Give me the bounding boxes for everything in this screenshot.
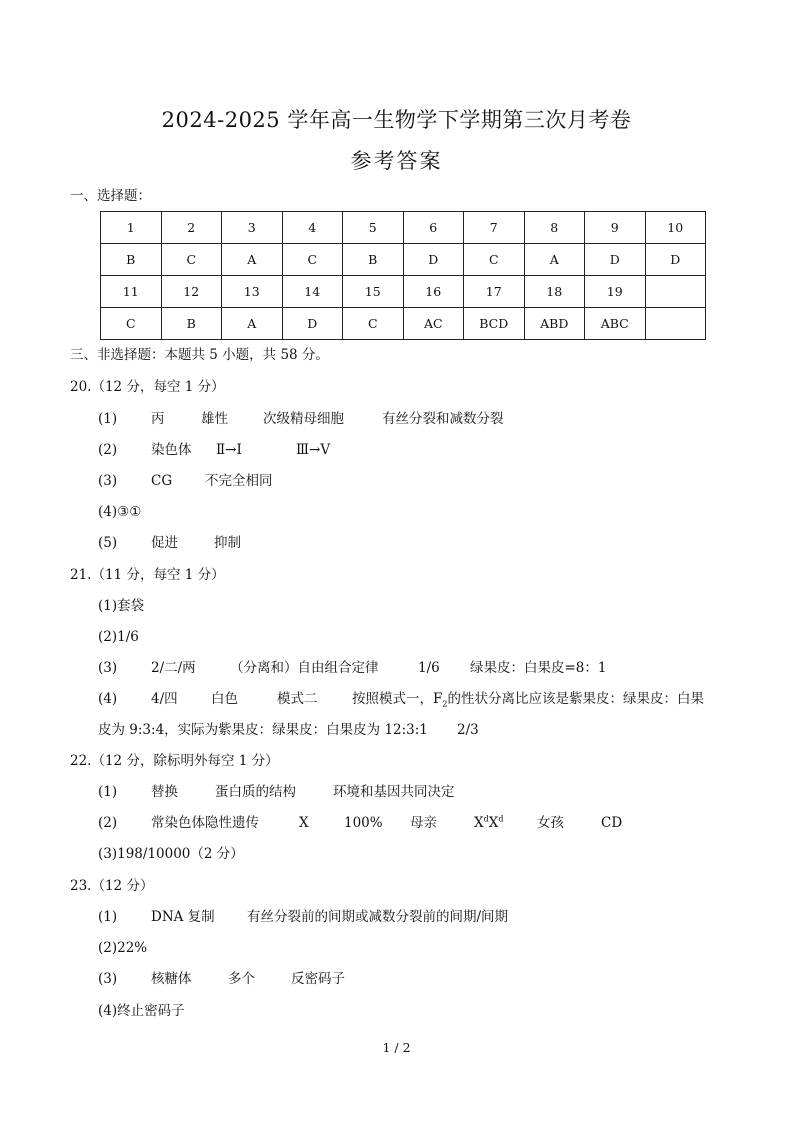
answer-text: 2/3: [457, 722, 479, 738]
answer-cell: [645, 308, 706, 340]
q21-heading: 21.（11 分，每空 1 分）: [70, 567, 225, 583]
genotype: [474, 814, 504, 832]
answer-number: (3): [98, 473, 118, 489]
answer-number: (2): [98, 815, 118, 831]
answer-text: DNA 复制: [151, 909, 215, 925]
q20-heading: 20.（12 分，每空 1 分）: [70, 379, 225, 395]
answer-cell: C: [161, 244, 222, 276]
question-number-cell: 6: [403, 212, 464, 244]
answer-text: 有丝分裂前的间期或减数分裂前的间期/间期: [247, 909, 509, 925]
answer-text: X: [299, 815, 309, 831]
answer-text: 不完全相同: [205, 473, 273, 489]
answer-text: CG: [151, 473, 173, 489]
answer-cell: A: [222, 244, 283, 276]
answer-number: (3): [98, 971, 118, 987]
question-number-cell: 4: [282, 212, 343, 244]
answer-text: 按照模式一，F: [352, 691, 443, 707]
answer-text: 皮为 9:3:4，实际为紫果皮：绿果皮：白果皮为 12:3:1: [98, 722, 428, 738]
answer-cell: B: [101, 244, 162, 276]
question-number-row: [101, 276, 706, 308]
answer-cell: D: [403, 244, 464, 276]
answer-text: 抑制: [214, 535, 241, 551]
answer-cell: A: [524, 244, 585, 276]
answer-text: 有丝分裂和减数分裂: [382, 411, 504, 427]
answer-text: 的性状分离比应该是紫果皮：绿果皮：白果: [447, 691, 704, 707]
answer-cell: C: [464, 244, 525, 276]
answer-text: 次级精母细胞: [263, 411, 344, 427]
answer-text: 替换: [151, 784, 178, 800]
answer-row: [101, 244, 706, 276]
question-number-cell: 15: [343, 276, 404, 308]
answer-text: 环境和基因共同决定: [333, 784, 455, 800]
answer-number: (3): [98, 660, 118, 676]
answer-text: 核糖体: [151, 971, 192, 987]
q22-line3: (3)198/10000（2 分）: [98, 846, 244, 862]
answer-text: 女孩: [537, 815, 564, 831]
answer-cell: B: [161, 308, 222, 340]
answer-cell: AC: [403, 308, 464, 340]
superscript: d: [483, 814, 489, 824]
answer-text: 常染色体隐性遗传: [151, 815, 259, 831]
question-number-cell: 3: [222, 212, 283, 244]
answer-text-sub: [352, 690, 704, 708]
answer-text: 1/6: [418, 660, 440, 676]
answer-cell: C: [282, 244, 343, 276]
answer-cell: D: [585, 244, 646, 276]
q23-line2: (2)22%: [98, 940, 148, 956]
answer-number: (1): [98, 784, 118, 800]
q21-line1: (1)套袋: [98, 598, 145, 614]
answer-text: 绿果皮：白果皮=8：1: [470, 660, 607, 676]
question-number-cell: 2: [161, 212, 222, 244]
page-number: 1 / 2: [382, 1040, 411, 1055]
answer-cell: D: [645, 244, 706, 276]
question-number-cell: 5: [343, 212, 404, 244]
answer-cell: ABD: [524, 308, 585, 340]
answer-text: 模式二: [277, 691, 318, 707]
q20-line4: (4)③①: [98, 504, 142, 520]
answer-cell: C: [101, 308, 162, 340]
answer-text: X: [488, 815, 499, 831]
answer-number: (4): [98, 691, 118, 707]
question-number-cell: 17: [464, 276, 525, 308]
answer-text: 4/四: [151, 691, 178, 707]
answer-cell: B: [343, 244, 404, 276]
answer-text: 染色体: [151, 442, 192, 458]
answer-row: [101, 308, 706, 340]
question-number-cell: 12: [161, 276, 222, 308]
answer-text: 促进: [151, 535, 178, 551]
answer-cell: BCD: [464, 308, 525, 340]
q22-heading: 22.（12 分，除标明外每空 1 分）: [70, 753, 279, 769]
answer-cell: D: [282, 308, 343, 340]
q21-line2: (2)1/6: [98, 629, 139, 645]
answer-cell: ABC: [585, 308, 646, 340]
answer-text: 丙: [151, 411, 165, 427]
question-number-row: [101, 212, 706, 244]
answer-text: 母亲: [410, 815, 437, 831]
subscript: 2: [442, 699, 448, 709]
answer-number: (2): [98, 442, 118, 458]
answer-cell: C: [343, 308, 404, 340]
question-number-cell: 18: [524, 276, 585, 308]
answer-text: X: [474, 815, 484, 831]
answer-number: (5): [98, 535, 118, 551]
question-number-cell: 14: [282, 276, 343, 308]
superscript: d: [498, 814, 504, 824]
question-number-cell: 1: [101, 212, 162, 244]
q20-l1-num: (1): [98, 411, 118, 427]
question-number-cell: [645, 276, 706, 308]
page-subtitle: 参考答案: [350, 149, 443, 173]
page-title: 2024-2025 学年高一生物学下学期第三次月考卷: [161, 108, 632, 132]
question-number-cell: 8: [524, 212, 585, 244]
q23-line4: (4)终止密码子: [98, 1003, 185, 1019]
answer-text: 白色: [211, 691, 238, 707]
answer-text: 100%: [344, 815, 383, 831]
answer-cell: A: [222, 308, 283, 340]
answer-table: [100, 211, 706, 340]
question-number-cell: 10: [645, 212, 706, 244]
answer-text: 反密码子: [291, 971, 345, 987]
answer-text: 雄性: [201, 411, 228, 427]
question-number-cell: 13: [222, 276, 283, 308]
answer-text: （分离和）自由组合定律: [230, 660, 379, 676]
answer-text: Ⅲ→Ⅴ: [296, 442, 331, 458]
answer-number: (1): [98, 909, 118, 925]
question-number-cell: 11: [101, 276, 162, 308]
question-number-cell: 19: [585, 276, 646, 308]
section1-heading: 一、选择题：: [70, 188, 151, 204]
question-number-cell: 9: [585, 212, 646, 244]
answer-text: 多个: [228, 971, 255, 987]
answer-text: 蛋白质的结构: [215, 784, 296, 800]
answer-text: CD: [601, 815, 623, 831]
answer-text: 2/二/两: [151, 660, 196, 676]
question-number-cell: 16: [403, 276, 464, 308]
q23-heading: 23.（12 分）: [70, 878, 154, 894]
section3-heading: 三、非选择题：本题共 5 小题，共 58 分。: [70, 347, 329, 363]
answer-text: Ⅱ→Ⅰ: [216, 442, 242, 458]
question-number-cell: 7: [464, 212, 525, 244]
